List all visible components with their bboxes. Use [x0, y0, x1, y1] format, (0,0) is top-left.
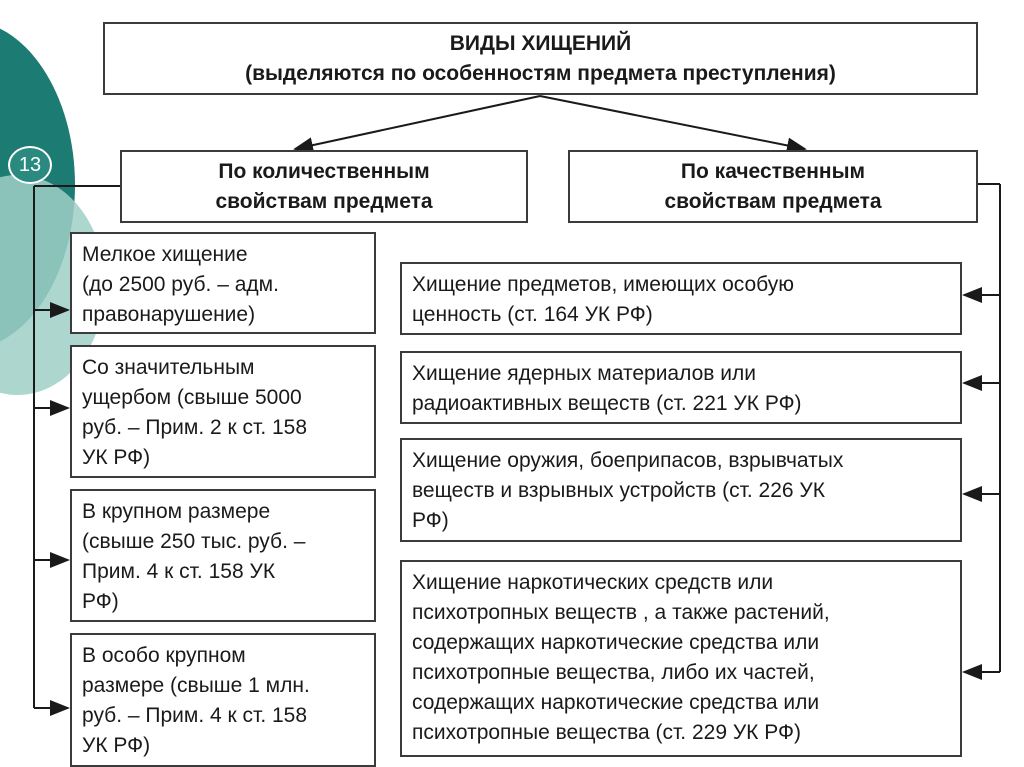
item-line: правонарушение): [82, 303, 256, 326]
item-line: психотропные вещества (ст. 229 УК РФ): [412, 721, 801, 744]
item-line: В крупном размере: [82, 500, 271, 523]
item-line: содержащих наркотические средства или: [412, 691, 820, 714]
item-line: ущербом (свыше 5000: [82, 386, 302, 409]
slide-number-badge: 13: [8, 146, 52, 184]
item-line: Прим. 4 к ст. 158 УК: [82, 560, 276, 583]
item-line: психотропные вещества, либо их частей,: [412, 661, 815, 684]
left-header-line-1: По количественным: [218, 159, 430, 183]
left-category-header: [120, 150, 528, 223]
item-line: РФ): [412, 509, 449, 532]
item-line: содержащих наркотические средства или: [412, 631, 820, 654]
item-line: Мелкое хищение: [82, 243, 248, 266]
item-line: руб. – Прим. 2 к ст. 158: [82, 416, 308, 439]
right-item-narcotics: [400, 560, 962, 757]
right-category-header: [568, 150, 978, 223]
left-header-line-2: свойствам предмета: [215, 189, 433, 213]
left-item-large-scale: [70, 489, 376, 622]
item-line: руб. – Прим. 4 к ст. 158: [82, 704, 308, 727]
item-line: (свыше 250 тыс. руб. –: [82, 530, 306, 553]
item-line: Хищение предметов, имеющих особую: [412, 273, 794, 296]
item-line: Хищение наркотических средств или: [412, 571, 774, 594]
right-item-weapons: [400, 438, 962, 542]
title-box: [103, 22, 978, 95]
item-line: УК РФ): [82, 734, 151, 757]
left-item-petty-theft: [70, 232, 376, 334]
item-line: Хищение оружия, боеприпасов, взрывчатых: [412, 449, 844, 472]
item-line: РФ): [82, 590, 119, 613]
item-line: ценность (ст. 164 УК РФ): [412, 303, 653, 326]
item-line: Хищение ядерных материалов или: [412, 362, 756, 385]
left-item-especially-large-scale: [70, 633, 376, 767]
right-header-line-1: По качественным: [680, 159, 866, 183]
item-line: радиоактивных веществ (ст. 221 УК РФ): [412, 392, 802, 415]
item-line: веществ и взрывных устройств (ст. 226 УК: [412, 479, 825, 502]
item-line: размере (свыше 1 млн.: [82, 674, 310, 697]
right-item-special-value: [400, 262, 962, 335]
left-item-significant-damage: [70, 345, 376, 478]
arrow-to-right-header: [540, 96, 805, 149]
item-line: Со значительным: [82, 356, 255, 379]
item-line: психотропных веществ , а также растений,: [412, 601, 830, 624]
item-line: (до 2500 руб. – адм.: [82, 273, 279, 296]
title-line-1: ВИДЫ ХИЩЕНИЙ: [449, 32, 632, 55]
arrow-to-left-header: [295, 96, 540, 149]
right-header-line-2: свойствам предмета: [664, 189, 882, 213]
item-line: В особо крупном: [82, 644, 246, 667]
right-item-nuclear-materials: [400, 351, 962, 424]
item-line: УК РФ): [82, 446, 151, 469]
title-line-2: (выделяются по особенностям предмета преступления): [245, 62, 836, 85]
